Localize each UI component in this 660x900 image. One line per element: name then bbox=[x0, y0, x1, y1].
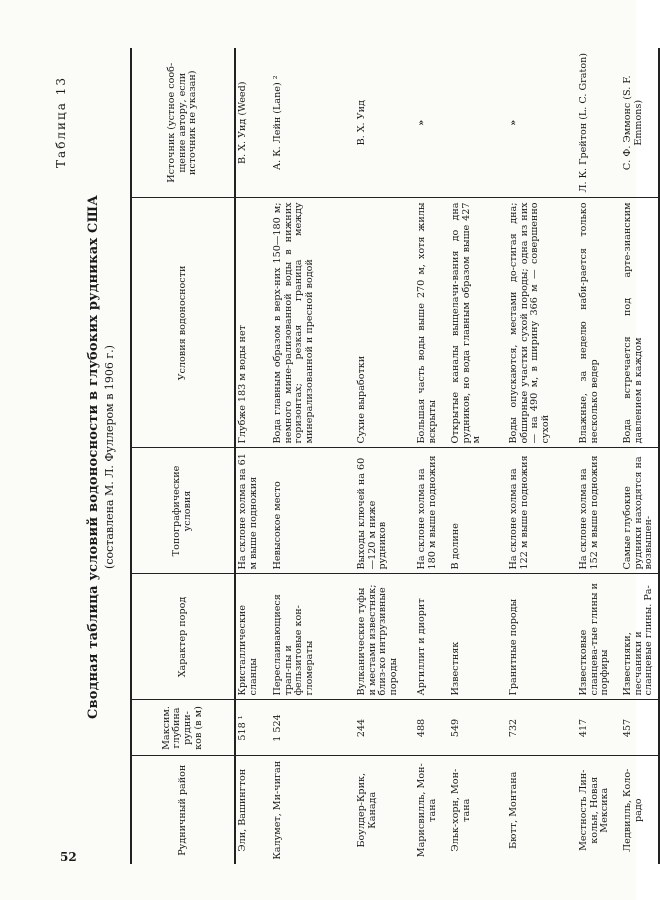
cell-water: Глубже 183 м воды нет bbox=[235, 198, 271, 448]
ditto-mark: » bbox=[416, 119, 427, 126]
cell-source bbox=[507, 48, 577, 198]
cell-depth: 417 bbox=[577, 700, 621, 756]
cell-rock: Гранитные породы bbox=[507, 574, 577, 700]
cell-source: А. К. Лейн (Lane) ² bbox=[271, 48, 355, 198]
cell-region: Калумет, Ми-чиган bbox=[271, 756, 355, 864]
cell-topo: Выходы ключей на 60—120 м ниже рудников bbox=[355, 448, 415, 574]
ditto-mark: » bbox=[508, 119, 519, 126]
cell-region: Местность Лин-кольн, Новая Мексика bbox=[577, 756, 621, 864]
cell-depth: 549 bbox=[449, 700, 507, 756]
cell-water: Открытые каналы выщелачи-вания до дна рудников, но вода главным образом выше 427 м bbox=[449, 198, 507, 448]
cell-region: Эльк-хорн, Мон-тана bbox=[449, 756, 507, 864]
cell-topo: В долине bbox=[449, 448, 507, 574]
table-row bbox=[271, 48, 355, 864]
cell-depth: 518 ¹ bbox=[235, 700, 271, 756]
cell-source: В. Х. Уид bbox=[355, 48, 415, 198]
cell-topo: На склоне холма на 122 м выше подножия bbox=[507, 448, 577, 574]
table-subtitle: (составлена М. Л. Фуллером в 1906 г.) bbox=[103, 345, 116, 569]
cell-rock: Известковые сланцева-тые глины и порфиры bbox=[577, 574, 621, 700]
cell-rock: Известняк bbox=[449, 574, 507, 700]
cell-topo: На склоне холма на 61 м выше подножия bbox=[235, 448, 271, 574]
table-row bbox=[577, 48, 621, 864]
table-title: Сводная таблица условий водоносности в глубоких рудниках США bbox=[86, 194, 101, 720]
cell-depth: 732 bbox=[507, 700, 577, 756]
table-row bbox=[235, 48, 271, 864]
cell-source: С. Ф. Эммонс (S. F. Emmons) bbox=[621, 48, 659, 198]
header-region: Рудничный район bbox=[131, 756, 235, 864]
header-depth: Максим. глубина рудни-ков (в м) bbox=[131, 700, 235, 756]
cell-rock: Переслаивающиеся трап-пы и фельзитовые кон-гломераты bbox=[271, 574, 355, 700]
table-row bbox=[449, 48, 507, 864]
cell-water: Влажные, за неделю наби-рается только несколько ведер bbox=[577, 198, 621, 448]
cell-rock: Аргиллит и диорит bbox=[415, 574, 449, 700]
data-table bbox=[130, 48, 660, 864]
table-row bbox=[621, 48, 659, 864]
table-row bbox=[355, 48, 415, 864]
cell-region: Боулдер-Крик, Канада bbox=[355, 756, 415, 864]
cell-water: Вода главным образом в верх-них 150—180 м; немного мине-рализованной воды в нижних горизонтах; резкая граница между минерализованной и пресной водой bbox=[271, 198, 355, 448]
cell-source: Л. К. Грейтон (L. C. Graton) bbox=[577, 48, 621, 198]
cell-depth: 457 bbox=[621, 700, 659, 756]
cell-region: Ледвилль, Коло-радо bbox=[621, 756, 659, 864]
cell-topo: На склоне холма на 180 м выше подножия bbox=[415, 448, 449, 574]
table-row bbox=[415, 48, 449, 864]
page-number: 52 bbox=[60, 850, 77, 864]
cell-depth: 488 bbox=[415, 700, 449, 756]
cell-topo: На склоне холма на 152 м выше подножия bbox=[577, 448, 621, 574]
cell-depth: 244 bbox=[355, 700, 415, 756]
cell-topo: Невысокое место bbox=[271, 448, 355, 574]
rotated-table-block bbox=[50, 44, 655, 870]
cell-topo: Самые глубокие рудники находятся на возвышен- bbox=[621, 448, 659, 574]
header-water: Условия водоносности bbox=[131, 198, 235, 448]
header-topo: Топографические условия bbox=[131, 448, 235, 574]
table-caption bbox=[86, 104, 116, 810]
cell-water: Большая часть воды выше 270 м, хотя жилы вскрыты bbox=[415, 198, 449, 448]
cell-water: Воды опускаются, местами до-стигая дна; обширные участки сухой породы; одна из них — на 490 м, в ширину 366 м — совершенно сухой bbox=[507, 198, 577, 448]
cell-region: Марисвилль, Мон-тана bbox=[415, 756, 449, 864]
table-number: Таблица 13 bbox=[54, 76, 68, 168]
cell-rock: Известняки, песчаники и сланцевые глины. Ра- bbox=[621, 574, 659, 700]
cell-rock: Вулканические туфы и местами известняк; близ-ко интрузивные породы bbox=[355, 574, 415, 700]
cell-source bbox=[415, 48, 449, 198]
cell-depth: 1 524 bbox=[271, 700, 355, 756]
cell-region: Бютт, Монтана bbox=[507, 756, 577, 864]
cell-source: В. Х. Уид (Weed) bbox=[235, 48, 271, 198]
cell-source bbox=[449, 48, 507, 198]
header-rock: Характер пород bbox=[131, 574, 235, 700]
header-source: Источник (устное сооб-щение автору, если источник не указан) bbox=[131, 48, 235, 198]
cell-region: Эли, Вашингтон bbox=[235, 756, 271, 864]
cell-water: Сухие выработки bbox=[355, 198, 415, 448]
cell-water: Вода встречается под арте-зианским давлением в каждом bbox=[621, 198, 659, 448]
table-row bbox=[507, 48, 577, 864]
header-row bbox=[131, 48, 235, 864]
cell-rock: Кристаллические сланцы bbox=[235, 574, 271, 700]
